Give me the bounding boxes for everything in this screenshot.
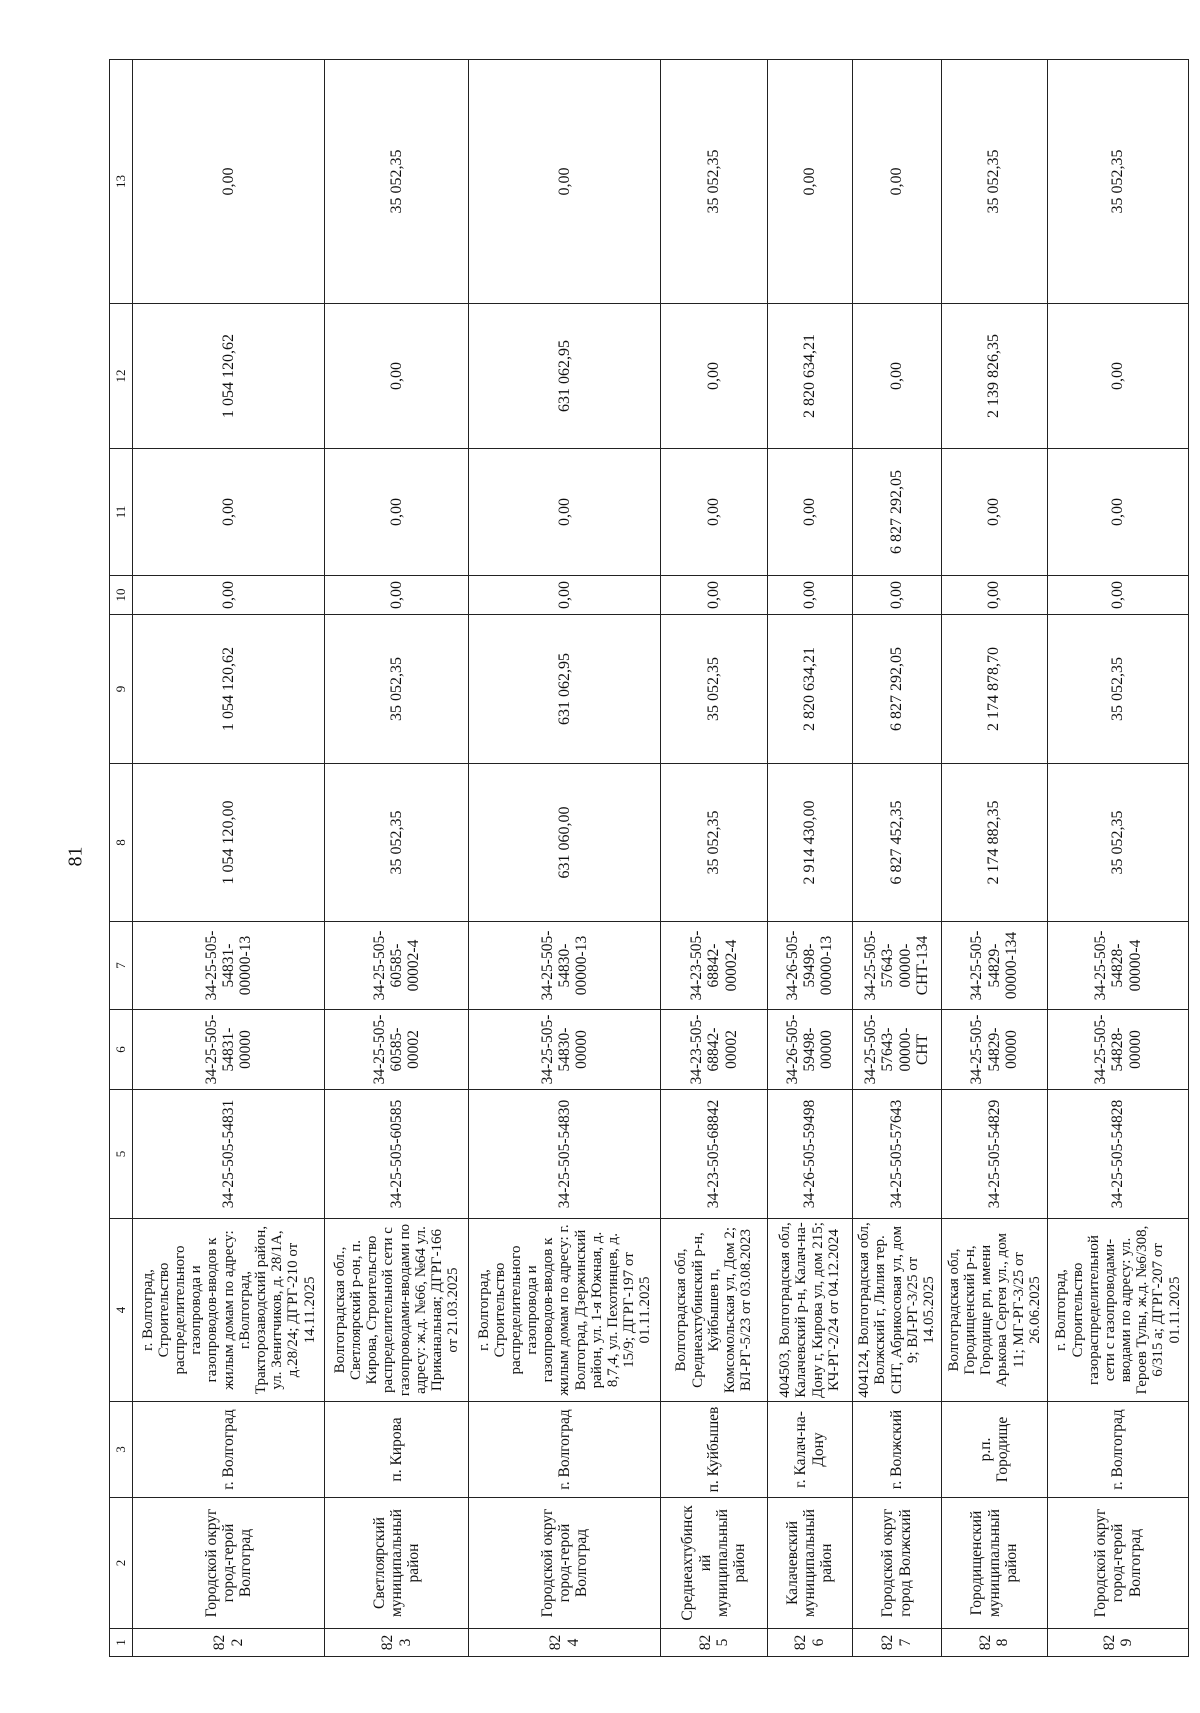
address-cell: г. Волгоград, Строительство распределительного газопровода и газопроводов-вводов к жилым домам по адресу: г. Волгоград, Дзержинский район, ул. 1-я Южная, д. 8,7,4, ул. Пехотинцев, д. 15/9; ДГРГ-197 от 01.11.2025 bbox=[468, 1219, 660, 1402]
table-row bbox=[767, 60, 852, 1657]
amount-10-cell: 0,00 bbox=[325, 576, 468, 615]
data-table bbox=[109, 59, 1189, 1657]
amount-9-cell: 1 054 120,62 bbox=[133, 615, 325, 764]
municipality-cell: Городской округ город-герой Волгоград bbox=[1048, 1498, 1189, 1629]
row-number-cell: 829 bbox=[1048, 1629, 1189, 1657]
row-number-cell: 822 bbox=[133, 1629, 325, 1657]
column-header-1: 1 bbox=[110, 1629, 133, 1657]
code-6-cell: 34-25-505-60585-00002 bbox=[325, 1010, 468, 1090]
municipality-cell: Светлоярский муниципальный район bbox=[325, 1498, 468, 1629]
table-row bbox=[133, 60, 325, 1657]
amount-13-cell: 35 052,35 bbox=[325, 60, 468, 304]
code-5-cell: 34-25-505-54828 bbox=[1048, 1090, 1189, 1219]
column-header-7: 7 bbox=[110, 922, 133, 1010]
row-number-cell: 828 bbox=[941, 1629, 1047, 1657]
municipality-cell: Городской округ город-герой Волгоград bbox=[133, 1498, 325, 1629]
amount-11-cell: 0,00 bbox=[767, 449, 852, 576]
address-cell: Волгоградская обл., Светлоярский р-он, п. Кирова, Строительство распределительной сети с газопроводами-вводами по адресу: ж.д. №66, №64 ул. Приканальная; ДГРГ-166 от 21.03.2025 bbox=[325, 1219, 468, 1402]
amount-9-cell: 35 052,35 bbox=[325, 615, 468, 764]
rotated-table-wrapper bbox=[109, 60, 1189, 1657]
amount-9-cell: 6 827 292,05 bbox=[852, 615, 941, 764]
column-header-8: 8 bbox=[110, 764, 133, 922]
amount-13-cell: 35 052,35 bbox=[1048, 60, 1189, 304]
code-6-cell: 34-25-505-54828-00000 bbox=[1048, 1010, 1189, 1090]
amount-12-cell: 0,00 bbox=[1048, 304, 1189, 449]
table-row bbox=[661, 60, 767, 1657]
amount-10-cell: 0,00 bbox=[661, 576, 767, 615]
row-number-cell: 823 bbox=[325, 1629, 468, 1657]
amount-10-cell: 0,00 bbox=[941, 576, 1047, 615]
row-number-cell: 825 bbox=[661, 1629, 767, 1657]
amount-10-cell: 0,00 bbox=[852, 576, 941, 615]
locality-cell: п. Куйбышев bbox=[661, 1402, 767, 1498]
code-5-cell: 34-23-505-68842 bbox=[661, 1090, 767, 1219]
code-5-cell: 34-25-505-54829 bbox=[941, 1090, 1047, 1219]
locality-cell: г. Волгоград bbox=[133, 1402, 325, 1498]
code-6-cell: 34-25-505-54831-00000 bbox=[133, 1010, 325, 1090]
code-6-cell: 34-25-505-54829-00000 bbox=[941, 1010, 1047, 1090]
amount-8-cell: 2 174 882,35 bbox=[941, 764, 1047, 922]
code-5-cell: 34-26-505-59498 bbox=[767, 1090, 852, 1219]
code-5-cell: 34-25-505-54830 bbox=[468, 1090, 660, 1219]
code-7-cell: 34-25-505-57643-00000-СНТ-134 bbox=[852, 922, 941, 1010]
amount-13-cell: 35 052,35 bbox=[941, 60, 1047, 304]
code-6-cell: 34-26-505-59498-00000 bbox=[767, 1010, 852, 1090]
amount-9-cell: 2 174 878,70 bbox=[941, 615, 1047, 764]
code-5-cell: 34-25-505-57643 bbox=[852, 1090, 941, 1219]
code-6-cell: 34-23-505-68842-00002 bbox=[661, 1010, 767, 1090]
amount-12-cell: 0,00 bbox=[661, 304, 767, 449]
code-7-cell: 34-26-505-59498-00000-13 bbox=[767, 922, 852, 1010]
amount-10-cell: 0,00 bbox=[468, 576, 660, 615]
row-number-cell: 827 bbox=[852, 1629, 941, 1657]
amount-8-cell: 631 060,00 bbox=[468, 764, 660, 922]
column-header-13: 13 bbox=[110, 60, 133, 304]
column-header-3: 3 bbox=[110, 1402, 133, 1498]
locality-cell: г. Волгоград bbox=[1048, 1402, 1189, 1498]
column-header-4: 4 bbox=[110, 1219, 133, 1402]
amount-12-cell: 0,00 bbox=[852, 304, 941, 449]
amount-13-cell: 0,00 bbox=[852, 60, 941, 304]
code-6-cell: 34-25-505-57643-00000-СНТ bbox=[852, 1010, 941, 1090]
amount-13-cell: 0,00 bbox=[468, 60, 660, 304]
address-cell: 404503, Волгоградская обл, Калачевский р-н, Калач-на-Дону г, Кирова ул, дом 215; КЧ-РГ-2/24 от 04.12.2024 bbox=[767, 1219, 852, 1402]
amount-10-cell: 0,00 bbox=[767, 576, 852, 615]
amount-13-cell: 0,00 bbox=[133, 60, 325, 304]
address-cell: г. Волгоград, Строительство распределительного газопровода и газопроводов-вводов к жилым домам по адресу: г.Волгоград, Тракторозаводский район, ул. Зенитчиков, д. 28/1А, д.28/24; ДГРГ-210 от 14.11.2025 bbox=[133, 1219, 325, 1402]
amount-11-cell: 6 827 292,05 bbox=[852, 449, 941, 576]
code-7-cell: 34-25-505-54828-00000-4 bbox=[1048, 922, 1189, 1010]
column-header-2: 2 bbox=[110, 1498, 133, 1629]
amount-11-cell: 0,00 bbox=[661, 449, 767, 576]
table-body bbox=[133, 60, 1189, 1657]
amount-11-cell: 0,00 bbox=[133, 449, 325, 576]
municipality-cell: Городской округ город Волжский bbox=[852, 1498, 941, 1629]
amount-12-cell: 631 062,95 bbox=[468, 304, 660, 449]
locality-cell: г. Волгоград bbox=[468, 1402, 660, 1498]
table-row bbox=[941, 60, 1047, 1657]
amount-10-cell: 0,00 bbox=[133, 576, 325, 615]
amount-11-cell: 0,00 bbox=[941, 449, 1047, 576]
code-7-cell: 34-25-505-60585-00002-4 bbox=[325, 922, 468, 1010]
locality-cell: р.п. Городище bbox=[941, 1402, 1047, 1498]
municipality-cell: Калачевский муниципальный район bbox=[767, 1498, 852, 1629]
table-row bbox=[468, 60, 660, 1657]
amount-11-cell: 0,00 bbox=[1048, 449, 1189, 576]
code-5-cell: 34-25-505-60585 bbox=[325, 1090, 468, 1219]
column-header-12: 12 bbox=[110, 304, 133, 449]
table-row bbox=[325, 60, 468, 1657]
amount-9-cell: 2 820 634,21 bbox=[767, 615, 852, 764]
row-number-cell: 826 bbox=[767, 1629, 852, 1657]
amount-13-cell: 0,00 bbox=[767, 60, 852, 304]
municipality-cell: Среднеахтубинский муниципальный район bbox=[661, 1498, 767, 1629]
code-7-cell: 34-25-505-54830-00000-13 bbox=[468, 922, 660, 1010]
amount-8-cell: 1 054 120,00 bbox=[133, 764, 325, 922]
locality-cell: г. Волжский bbox=[852, 1402, 941, 1498]
column-header-10: 10 bbox=[110, 576, 133, 615]
amount-8-cell: 35 052,35 bbox=[325, 764, 468, 922]
code-7-cell: 34-23-505-68842-00002-4 bbox=[661, 922, 767, 1010]
amount-12-cell: 2 139 826,35 bbox=[941, 304, 1047, 449]
address-cell: Волгоградская обл, Городищенский р-н, Городище рп, имени Арькова Сергея ул., дом 11; МГ-РГ-3/25 от 26.06.2025 bbox=[941, 1219, 1047, 1402]
address-cell: Волгоградская обл, Среднеахтубинский р-н, Куйбышев п, Комсомольская ул, Дом 2; ВЛ-РГ-5/23 от 03.08.2023 bbox=[661, 1219, 767, 1402]
amount-8-cell: 6 827 452,35 bbox=[852, 764, 941, 922]
amount-11-cell: 0,00 bbox=[325, 449, 468, 576]
locality-cell: г. Калач-на-Дону bbox=[767, 1402, 852, 1498]
column-header-5: 5 bbox=[110, 1090, 133, 1219]
municipality-cell: Городской округ город-герой Волгоград bbox=[468, 1498, 660, 1629]
locality-cell: п. Кирова bbox=[325, 1402, 468, 1498]
amount-8-cell: 35 052,35 bbox=[1048, 764, 1189, 922]
amount-12-cell: 1 054 120,62 bbox=[133, 304, 325, 449]
header-row bbox=[110, 60, 133, 1657]
column-header-6: 6 bbox=[110, 1010, 133, 1090]
address-cell: 404124, Волгоградская обл, Волжский г, Лилия тер. СНТ, Абрикосовая ул, дом 9; ВЛ-РГ-3/25 от 14.05.2025 bbox=[852, 1219, 941, 1402]
code-5-cell: 34-25-505-54831 bbox=[133, 1090, 325, 1219]
column-header-11: 11 bbox=[110, 449, 133, 576]
code-7-cell: 34-25-505-54831-00000-13 bbox=[133, 922, 325, 1010]
amount-12-cell: 0,00 bbox=[325, 304, 468, 449]
amount-8-cell: 35 052,35 bbox=[661, 764, 767, 922]
table-row bbox=[852, 60, 941, 1657]
amount-9-cell: 35 052,35 bbox=[1048, 615, 1189, 764]
page-number: 81 bbox=[64, 846, 87, 867]
amount-9-cell: 35 052,35 bbox=[661, 615, 767, 764]
amount-13-cell: 35 052,35 bbox=[661, 60, 767, 304]
amount-12-cell: 2 820 634,21 bbox=[767, 304, 852, 449]
municipality-cell: Городищенский муниципальный район bbox=[941, 1498, 1047, 1629]
code-7-cell: 34-25-505-54829-00000-134 bbox=[941, 922, 1047, 1010]
table-row bbox=[1048, 60, 1189, 1657]
amount-8-cell: 2 914 430,00 bbox=[767, 764, 852, 922]
code-6-cell: 34-25-505-54830-00000 bbox=[468, 1010, 660, 1090]
amount-11-cell: 0,00 bbox=[468, 449, 660, 576]
row-number-cell: 824 bbox=[468, 1629, 660, 1657]
amount-10-cell: 0,00 bbox=[1048, 576, 1189, 615]
column-header-9: 9 bbox=[110, 615, 133, 764]
amount-9-cell: 631 062,95 bbox=[468, 615, 660, 764]
address-cell: г. Волгоград, Строительство газораспределительной сети с газопроводами-вводами по адресу: ул. Героев Тулы, ж.д. №6/308, 6/315 а; ДГРГ-207 от 01.11.2025 bbox=[1048, 1219, 1189, 1402]
